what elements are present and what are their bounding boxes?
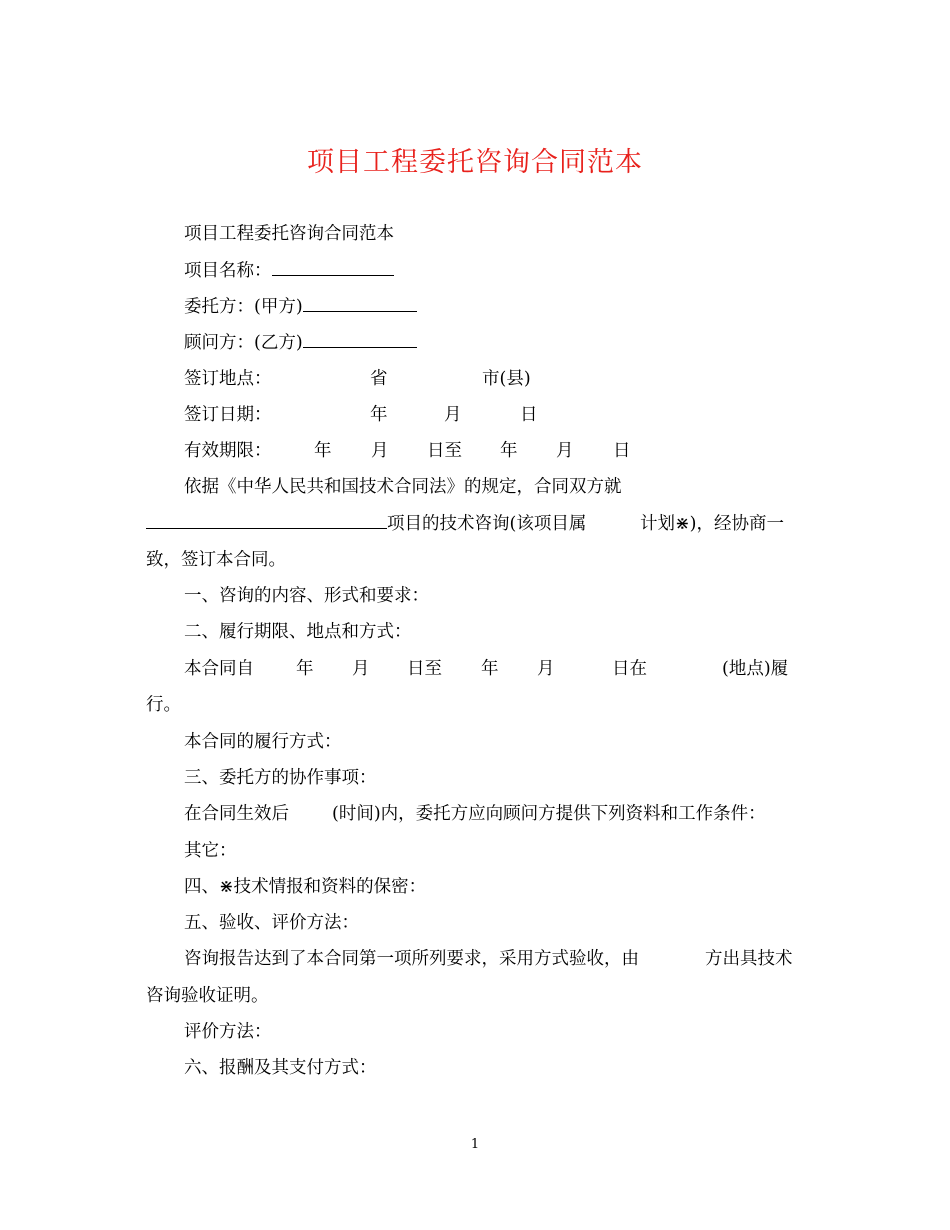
section-3-heading: 三、委托方的协作事项： [184, 768, 377, 788]
client-line [184, 295, 417, 319]
term-day-at: 日在 [612, 659, 647, 679]
sign-year: 年 [370, 405, 388, 425]
client-duty-b: (时间)内，委托方应向顾问方提供下列资料和工作条件： [332, 804, 766, 824]
sign-day: 日 [520, 405, 538, 425]
project-consult-text: 项目的技术咨询(该项目属 [387, 514, 587, 534]
validity-day-2: 日 [613, 441, 631, 461]
other-line: 其它： [184, 841, 237, 861]
page-number: 1 [470, 1137, 480, 1152]
project-blank [146, 513, 387, 529]
project-name-line [184, 259, 394, 283]
sign-place-label: 签订地点： [184, 369, 272, 389]
validity-label: 有效期限： [184, 441, 272, 461]
consultant-label: 顾问方：(乙方) [184, 333, 303, 353]
term-month-1: 月 [352, 659, 370, 679]
section-2-heading: 二、履行期限、地点和方式： [184, 622, 412, 642]
province-label: 省 [370, 369, 388, 389]
validity-line [184, 439, 631, 463]
client-label: 委托方：(甲方) [184, 297, 303, 317]
consultant-blank [303, 332, 417, 348]
term-month-2: 月 [537, 659, 555, 679]
sign-date-label: 签订日期： [184, 405, 272, 425]
term-from: 本合同自 [184, 659, 254, 679]
term-line [184, 657, 789, 681]
section-1-heading: 一、咨询的内容、形式和要求： [184, 586, 429, 606]
validity-day-to: 日至 [427, 441, 462, 461]
validity-year-2: 年 [500, 441, 518, 461]
term-year-2: 年 [481, 659, 499, 679]
section-5-heading: 五、验收、评价方法： [184, 913, 359, 933]
term-year-1: 年 [296, 659, 314, 679]
term-place: (地点)履 [722, 659, 789, 679]
client-duty-line [184, 802, 766, 826]
validity-month-2: 月 [556, 441, 574, 461]
term-line-cont: 行。 [146, 695, 181, 715]
validity-month-1: 月 [371, 441, 389, 461]
acceptance-line [184, 947, 793, 971]
city-label: 市(县) [482, 369, 531, 389]
term-day-to: 日至 [407, 659, 442, 679]
project-consult-line [146, 512, 784, 536]
section-4-heading: 四、⋇技术情报和资料的保密： [184, 877, 427, 897]
agreement-line: 致，签订本合同。 [146, 550, 286, 570]
section-6-heading: 六、报酬及其支付方式： [184, 1058, 377, 1078]
client-blank [303, 296, 417, 312]
consultant-line [184, 331, 417, 355]
project-name-blank [272, 260, 394, 276]
project-name-label: 项目名称： [184, 261, 272, 281]
evaluation-method: 评价方法： [184, 1022, 272, 1042]
subtitle-line: 项目工程委托咨询合同范本 [184, 224, 394, 244]
client-duty-a: 在合同生效后 [184, 804, 289, 824]
sign-place-line [184, 367, 531, 391]
plan-text: 计划⋇)，经协商一 [640, 514, 784, 534]
acceptance-cont: 咨询验收证明。 [146, 986, 269, 1006]
performance-method: 本合同的履行方式： [184, 732, 342, 752]
acceptance-b: 方出具技术 [705, 949, 793, 969]
document-title: 项目工程委托咨询合同范本 [307, 147, 643, 178]
basis-line: 依据《中华人民共和国技术合同法》的规定，合同双方就 [184, 477, 622, 497]
validity-year-1: 年 [314, 441, 332, 461]
acceptance-a: 咨询报告达到了本合同第一项所列要求，采用方式验收，由 [184, 949, 639, 969]
sign-date-line [184, 403, 538, 427]
sign-month: 月 [444, 405, 462, 425]
